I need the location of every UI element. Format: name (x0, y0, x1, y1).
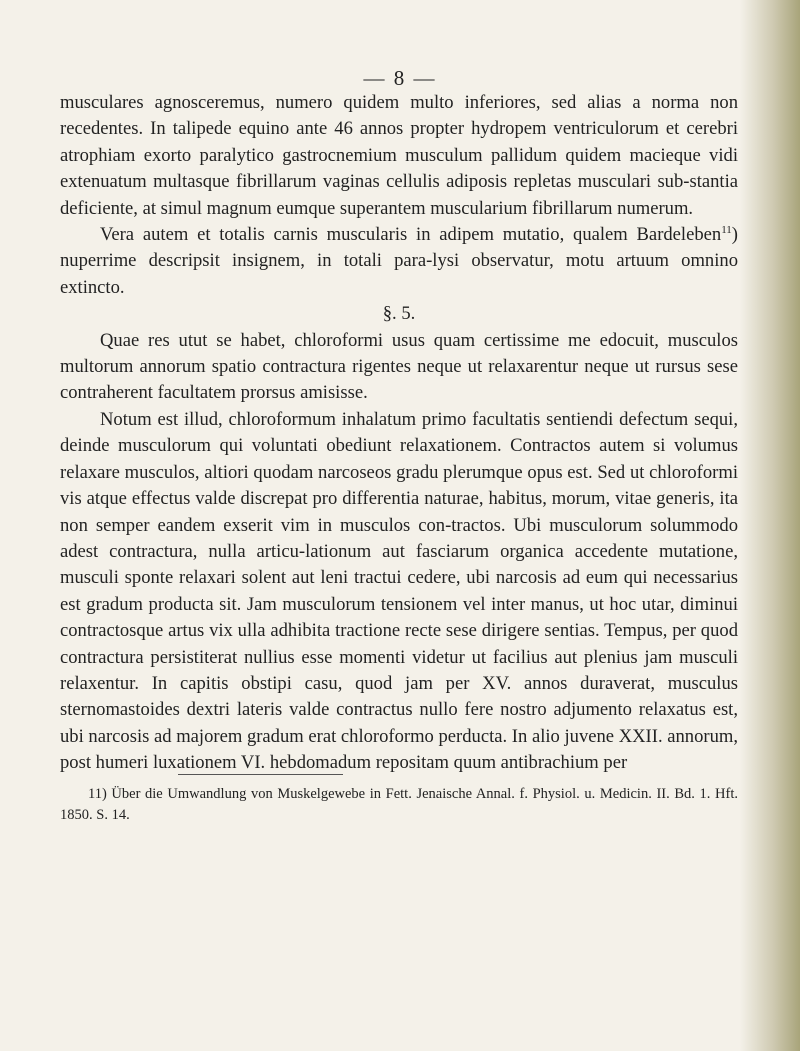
footnote-reference: 11 (721, 223, 732, 236)
paragraph-4: Notum est illud, chloroformum inhalatum primo facultatis sentiendi defectum sequi, deinde musculorum qui voluntati obediunt relaxationem. Contractos autem si volumus relaxare musculos, altiori quodam narcoseos gradu plerumque opus est. Sed ut chloroformi vis atque effectus valde discrepat pro differentia naturae, habitus, morum, vitae generis, ita non semper eandem exserit vim in musculos con-tractos. Ubi musculorum solummodo adest contractura, nulla articu-lationum aut fasciarum organica accedente mutatione, musculi sponte relaxari solent aut leni tractui cedere, ubi narcosis ad eum qui necessarius est gradum producta sit. Jam musculorum tensionem vel inter manus, ut hoc utar, diminui contractosque artus vix ulla adhibita tractione recte sese dirigere sentias. Tempus, per quod contractura persistiterat nullius esse momenti videtur ut facilius aut plenius jam musculi relaxentur. In capitis obstipi casu, quod jam per XV. annos duraverat, musculus sternomastoides dextri lateris valde contractus nullo fere nostro adjumento relaxatus est, ubi narcosis ad majorem gradum erat chloroformo perducta. In alio juvene XXII. annorum, post humeri luxationem VI. hebdomadum repositam quum antibrachium per (60, 408, 738, 774)
page-number: — 8 — (363, 66, 437, 90)
page-edge-shadow (740, 0, 800, 1051)
paragraph-1: musculares agnosceremus, numero quidem multo inferiores, sed alias a norma non recedentes. In talipede equino ante 46 annos propter hydropem ventriculorum et cerebri atrophiam exorto paralytico gastrocnemium musculum pallidum quidem macieque vidi extenuatum multasque fibrillarum vaginas cellulis adiposis repletas musculari sub-stantia deficiente, at simul magnum eumque superantem muscularium fibrillarum numerum. (60, 92, 738, 219)
body-text (60, 90, 738, 777)
section-heading: §. 5. (382, 303, 416, 325)
paragraph-3: Quae res utut se habet, chloroformi usus quam certissime me edocuit, musculos multorum annorum spatio contractura rigentes neque ut relaxarentur neque ut rursus sese contraherent facultatem prorsus amisisse. (60, 329, 738, 404)
footnote (60, 784, 738, 826)
paragraph-2-text: Vera autem et totalis carnis muscularis in adipem mutatio, qualem Bardeleben (100, 224, 722, 246)
footnote-text: 11) Über die Umwandlung von Muskelgewebe in Fett. Jenaische Annal. f. Physiol. u. Medicin. II. Bd. 1. Hft. 1850. S. 14. (60, 786, 738, 823)
footnote-rule (178, 774, 343, 775)
paragraph-2-continuation: ) nuperrime descripsit insignem, in totali para-lysi observatur, motu artuum omnino extincto. (60, 224, 738, 298)
paragraph-2 (60, 222, 738, 301)
